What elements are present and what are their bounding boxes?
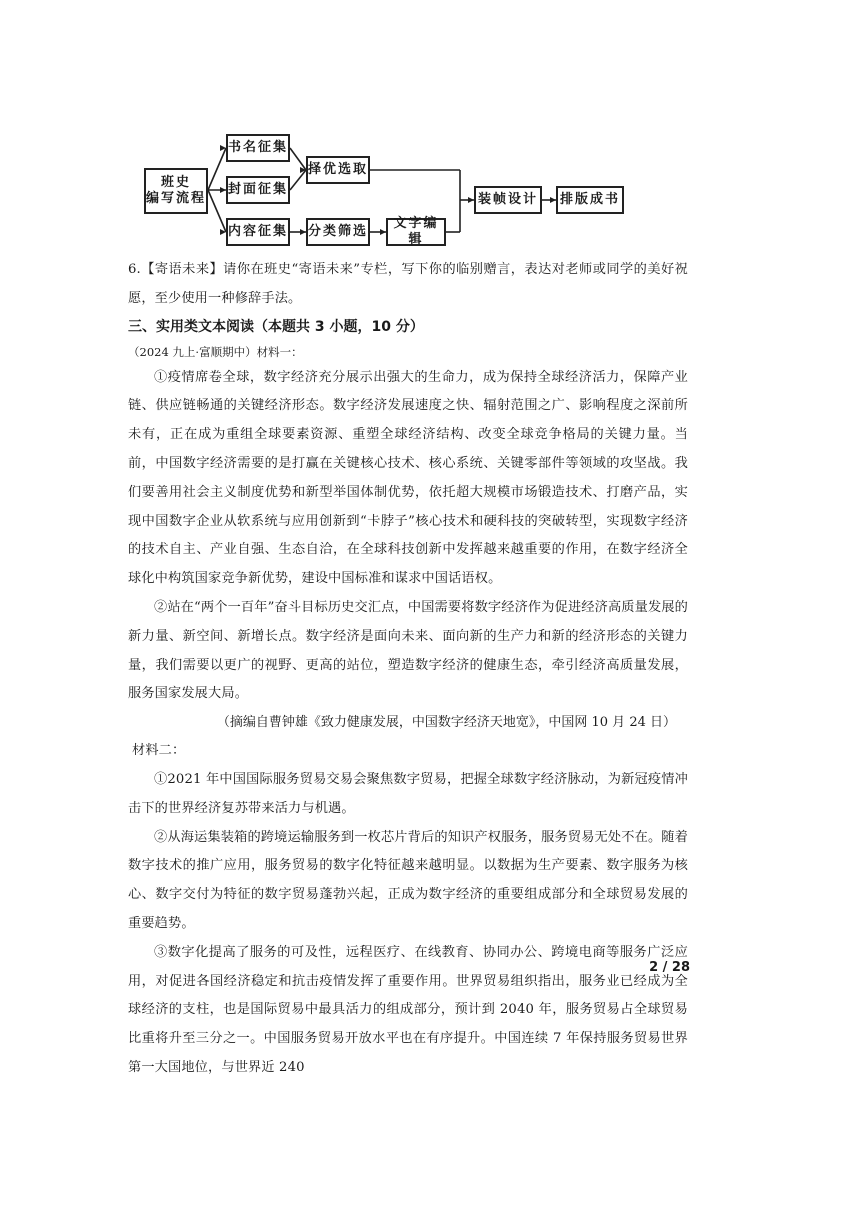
material2-label: 材料二： [132, 743, 186, 759]
material1-citation: （摘编自曹钟雄《致力健康发展，中国数字经济天地宽》，中国网 10 月 24 日） [216, 715, 676, 731]
flowchart [140, 128, 660, 253]
material2-paragraph-2: ②从海运集装箱的跨境运输服务到一枚芯片背后的知识产权服务，服务贸易无处不在。随着数字技术的推广应用，服务贸易的数字化特征越来越明显。以数据为生产要素、数字服务为核心、数字交付为特征的数字贸易蓬勃兴起，正成为数字经济的重要组成部分和全球贸易发展的重要趋势。 [128, 829, 688, 931]
material1-paragraph-1: ①疫情席卷全球，数字经济充分展示出强大的生命力，成为保持全球经济活力，保障产业链、供应链畅通的关键经济形态。数字经济发展速度之快、辐射范围之广、影响程度之深前所未有，正在成为重组全球要素资源、重塑全球经济结构、改变全球竞争格局的关键力量。当前，中国数字经济需要的是打赢在关键核心技术、核心系统、关键零部件等领域的攻坚战。我们要善用社会主义制度优势和新型举国体制优势，依托超大规模市场锻造技术、打磨产品，实现中国数字企业从软系统与应用创新到“卡脖子”核心技术和硬科技的突破转型，实现数字经济的技术自主、产业自强、生态自洽，在全球科技创新中发挥越来越重要的作用，在数字经济全球化中构筑国家竞争新优势，建设中国标准和谋求中国话语权。 [128, 369, 688, 587]
flow-content-collect: 内容征集 [226, 218, 290, 246]
material2-paragraph-1: ①2021 年中国国际服务贸易交易会聚焦数字贸易，把握全球数字经济脉动，为新冠疫情冲击下的世界经济复苏带来活力与机遇。 [128, 771, 688, 816]
flow-classify: 分类筛选 [306, 218, 370, 246]
flow-cover: 封面征集 [226, 176, 290, 204]
material1-paragraph-2: ②站在“两个一百年”奋斗目标历史交汇点，中国需要将数字经济作为促进经济高质量发展的新力量、新空间、新增长点。数字经济是面向未来、面向新的生产力和新的经济形态的关键力量，我们需要以更广的视野、更高的站位，塑造数字经济的健康生态，牵引经济高质量发展，服务国家发展大局。 [128, 599, 688, 702]
flow-text-edit: 文字编辑 [386, 218, 446, 246]
source-line: （2024 九上·富顺期中）材料一： [128, 344, 303, 359]
flow-select-best: 择优选取 [306, 156, 370, 184]
material2-paragraph-3: ③数字化提高了服务的可及性，远程医疗、在线教育、协同办公、跨境电商等服务广泛应用，对促进各国经济稳定和抗击疫情发挥了重要作用。世界贸易组织指出，服务业已经成为全球经济的支柱，也是国际贸易中最具活力的组成部分，预计到 2040 年，服务贸易占全球贸易比重将升至三分之一。中国服务贸易开放水平也在有序提升。中国连续 7 年保持服务贸易世界第一大国地位，与世界近 240 [128, 944, 688, 1075]
text-body [128, 256, 688, 1083]
flow-binding: 装帧设计 [474, 186, 542, 214]
flow-typeset: 排版成书 [556, 186, 624, 214]
question-6: 6.【寄语未来】请你在班史“寄语未来”专栏，写下你的临别赠言，表达对老师或同学的美好祝愿，至少使用一种修辞手法。 [128, 262, 688, 306]
flow-book-name: 书名征集 [226, 134, 290, 162]
page-number: 2 / 28 [649, 960, 690, 975]
section-title: 三、实用类文本阅读（本题共 3 小题，10 分） [128, 318, 424, 335]
flow-root: 班史 编写流程 [144, 168, 208, 214]
